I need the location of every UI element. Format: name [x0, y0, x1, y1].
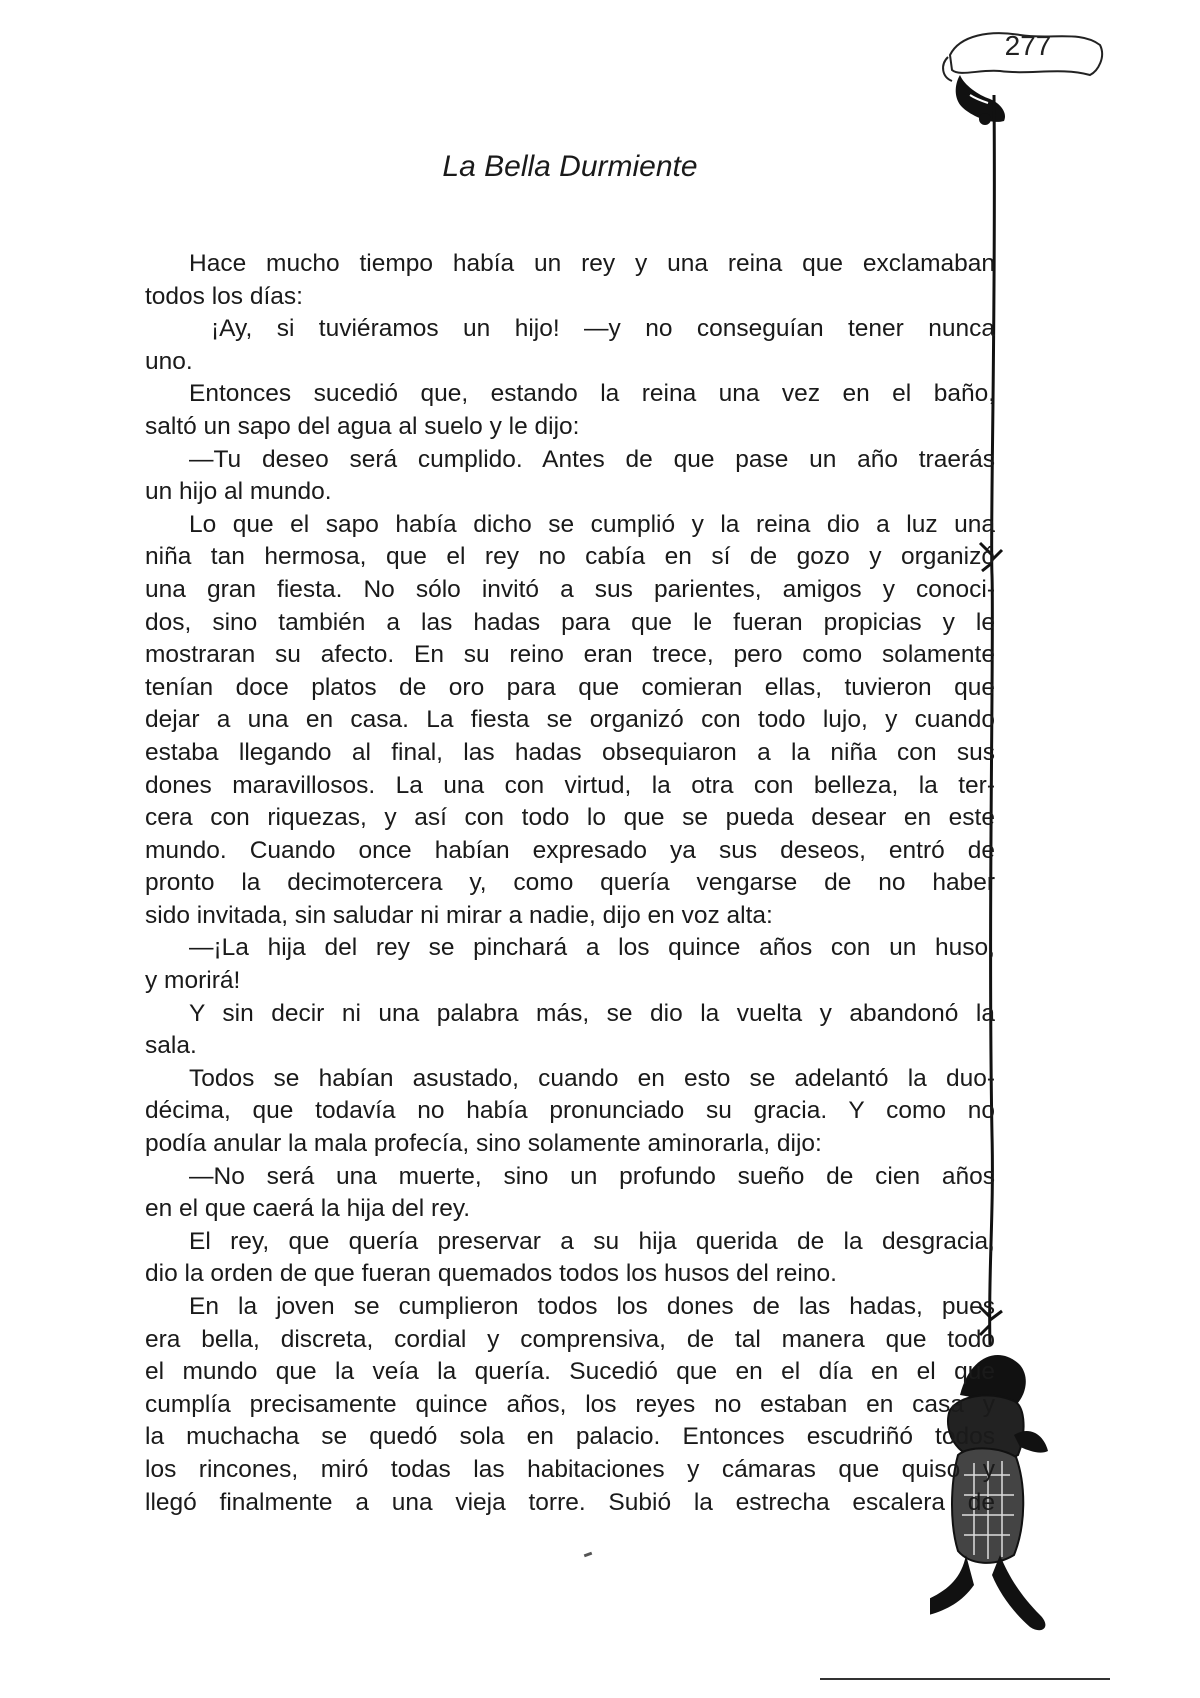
- page-title: La Bella Durmiente: [442, 150, 698, 183]
- text-line: pronto la decimotercera y, como quería vengarse de no haber: [145, 869, 995, 897]
- text-line: la muchacha se quedó sola en palacio. Entonces escudriñó todos: [145, 1423, 995, 1451]
- text-line: tenían doce platos de oro para que comieran ellas, tuvieron que: [145, 673, 995, 701]
- text-line: Y sin decir ni una palabra más, se dio la vuelta y abandonó la: [189, 999, 995, 1027]
- text-line: y morirá!: [145, 967, 241, 995]
- text-line: un hijo al mundo.: [145, 478, 332, 506]
- text-line: podía anular la mala profecía, sino solamente aminorarla, dijo:: [145, 1130, 822, 1158]
- text-line: cumplía precisamente quince años, los reyes no estaban en casa y: [145, 1390, 995, 1418]
- bottom-rule: [820, 1678, 1110, 1680]
- text-line: décima, que todavía no había pronunciado su gracia. Y como no: [145, 1097, 995, 1125]
- bell-icon: [956, 75, 1005, 125]
- text-line: Entonces sucedió que, estando la reina una vez en el baño,: [189, 380, 995, 408]
- text-line: dejar a una en casa. La fiesta se organizó con todo lujo, y cuando: [145, 706, 995, 734]
- text-line: —Tu deseo será cumplido. Antes de que pase un año traerás: [189, 445, 995, 473]
- text-line: estaba llegando al final, las hadas obsequiaron a la niña con sus: [145, 738, 995, 766]
- text-line: sido invitada, sin saludar ni mirar a nadie, dijo en voz alta:: [145, 901, 773, 929]
- text-line: —¡La hija del rey se pinchará a los quince años con un huso,: [189, 934, 995, 962]
- text-line: mostraran su afecto. En su reino eran trece, pero como solamente: [145, 641, 995, 669]
- text-line: Hace mucho tiempo había un rey y una reina que exclamaban: [189, 250, 995, 277]
- text-line: el mundo que la veía la quería. Sucedió que en el día en el que: [145, 1358, 995, 1386]
- print-speck: [584, 1552, 593, 1558]
- text-line: dos, sino también a las hadas para que le fueran propicias y le: [145, 608, 995, 636]
- text-line: Lo que el sapo había dicho se cumplió y la reina dio a luz una: [189, 510, 995, 538]
- text-line: ¡Ay, si tuviéramos un hijo! —y no conseguían tener nunca: [211, 315, 995, 343]
- page-number: 277: [1004, 30, 1052, 61]
- text-line: uno.: [145, 347, 193, 375]
- text-line: mundo. Cuando once habían expresado ya sus deseos, entró de: [145, 836, 995, 864]
- text-line: era bella, discreta, cordial y comprensiva, de tal manera que todo: [145, 1325, 995, 1353]
- text-line: los rincones, miró todas las habitaciones y cámaras que quiso y: [145, 1455, 995, 1483]
- text-line: dones maravillosos. La una con virtud, la otra con belleza, la ter-: [145, 771, 995, 799]
- text-line: llegó finalmente a una vieja torre. Subió la estrecha escalera de: [145, 1488, 995, 1516]
- story-body: [145, 248, 995, 1519]
- text-line: En la joven se cumplieron todos los dones de las hadas, pues: [189, 1293, 995, 1320]
- text-line: —No será una muerte, sino un profundo sueño de cien años: [189, 1162, 995, 1190]
- text-line: niña tan hermosa, que el rey no cabía en sí de gozo y organizó: [145, 543, 995, 571]
- text-line: saltó un sapo del agua al suelo y le dijo:: [145, 412, 580, 440]
- text-line: cera con riquezas, y así con todo lo que se pueda desear en este: [145, 804, 995, 832]
- text-line: en el que caerá la hija del rey.: [145, 1195, 471, 1223]
- text-line: todos los días:: [145, 282, 303, 310]
- text-line: El rey, que quería preservar a su hija querida de la desgracia,: [189, 1227, 995, 1255]
- text-line: sala.: [145, 1032, 197, 1060]
- text-line: dio la orden de que fueran quemados todos los husos del reino.: [145, 1260, 837, 1288]
- text-line: Todos se habían asustado, cuando en esto se adelantó la duo-: [189, 1064, 995, 1092]
- text-line: una gran fiesta. No sólo invitó a sus parientes, amigos y conoci-: [145, 575, 995, 603]
